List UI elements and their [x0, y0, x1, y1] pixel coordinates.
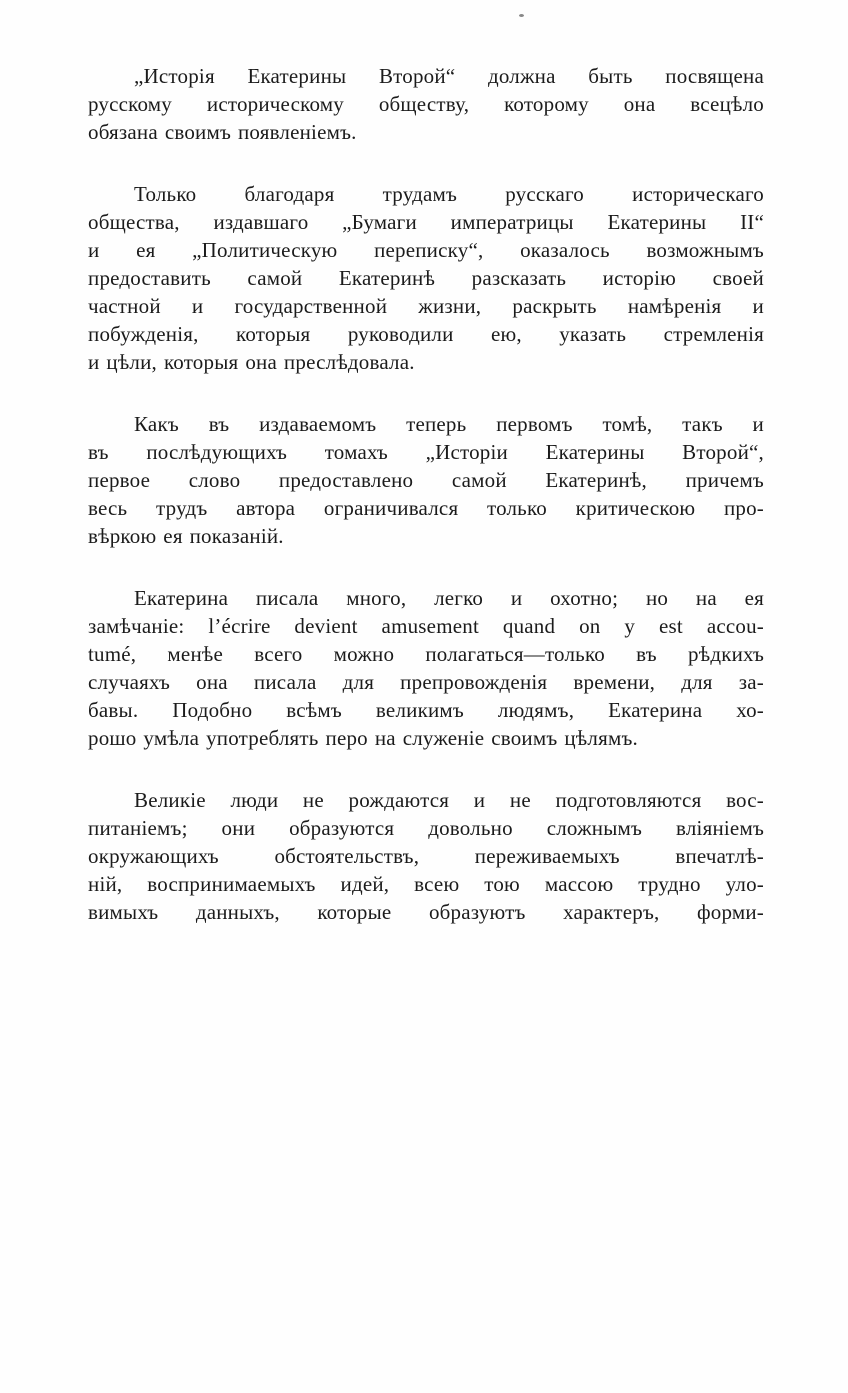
text-line: случаяхъ она писала для препровожденія времени, для за- — [88, 670, 764, 694]
paragraph — [88, 62, 764, 146]
text-line: предоставить самой Екатеринѣ разсказать исторію своей — [88, 266, 764, 290]
text-line: замѣчаніе: l’écrire devient amusement quand on y est accou- — [88, 614, 764, 638]
text-line: Только благодаря трудамъ русскаго историческаго — [134, 182, 764, 206]
paragraph — [88, 786, 764, 926]
paragraph — [88, 410, 764, 550]
text-line: русскому историческому обществу, которому она всецѣло — [88, 92, 764, 116]
paragraph — [88, 180, 764, 376]
text-line: общества, издавшаго „Бумаги императрицы Екатерины II“ — [88, 210, 764, 234]
text-line: окружающихъ обстоятельствъ, переживаемыхъ впечатлѣ- — [88, 844, 764, 868]
text-line: весь трудъ автора ограничивался только критическою про- — [88, 496, 764, 520]
text-line: питаніемъ; они образуются довольно сложнымъ вліяніемъ — [88, 816, 764, 840]
text-line: Екатерина писала много, легко и охотно; но на ея — [134, 586, 764, 610]
text-line: и цѣли, которыя она преслѣдовала. — [88, 350, 415, 374]
text-line: вимыхъ данныхъ, которые образуютъ характеръ, форми- — [88, 900, 764, 924]
text-line: Великіе люди не рождаются и не подготовляются вос- — [134, 788, 764, 812]
text-line: въ послѣдующихъ томахъ „Исторіи Екатерины Второй“, — [88, 440, 764, 464]
text-line: ній, воспринимаемыхъ идей, всею тою массою трудно уло- — [88, 872, 764, 896]
scan-artifact-dot — [519, 14, 524, 17]
text-line: обязана своимъ появленіемъ. — [88, 120, 357, 144]
text-line: бавы. Подобно всѣмъ великимъ людямъ, Екатерина хо- — [88, 698, 764, 722]
text-block — [88, 62, 764, 926]
text-line: и ея „Политическую переписку“, оказалось возможнымъ — [88, 238, 764, 262]
paragraph — [88, 584, 764, 752]
text-line: вѣркою ея показаній. — [88, 524, 284, 548]
text-line: рошо умѣла употреблять перо на служеніе своимъ цѣлямъ. — [88, 726, 638, 750]
text-line: Какъ въ издаваемомъ теперь первомъ томѣ, такъ и — [134, 412, 764, 436]
text-line: tumé, менѣе всего можно полагаться—только въ рѣдкихъ — [88, 642, 764, 666]
text-line: „Исторія Екатерины Второй“ должна быть посвящена — [134, 64, 764, 88]
text-line: побужденія, которыя руководили ею, указать стремленія — [88, 322, 764, 346]
text-line: первое слово предоставлено самой Екатеринѣ, причемъ — [88, 468, 764, 492]
text-line: частной и государственной жизни, раскрыть намѣренія и — [88, 294, 764, 318]
